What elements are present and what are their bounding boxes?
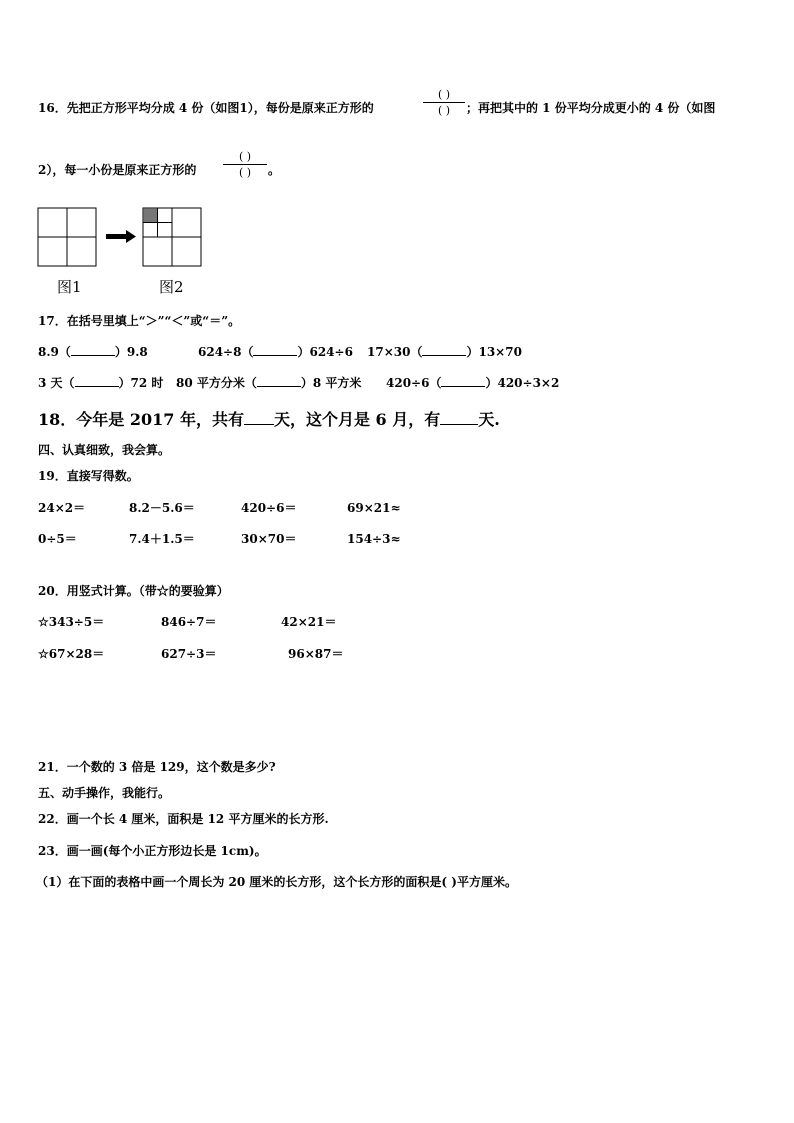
q20-item: 846÷7＝ [161,615,217,629]
fraction-denominator[interactable]: ( ) [238,166,252,179]
q20-item: 96×87＝ [288,647,344,661]
q19-item: 7.4＋1.5＝ [129,532,195,546]
q16-text-a: 16．先把正方形平均分成 4 份（如图1），每份是原来正方形的 [38,101,374,115]
q20-item: ☆67×28＝ [38,647,105,661]
answer-blank[interactable] [253,343,297,356]
fraction-bar [223,164,267,165]
figure-1-label: 图1 [57,278,82,296]
q16-text-b: ；再把其中的 1 份平均分成更小的 4 份（如图 [466,101,716,115]
q19-item: 30×70＝ [241,532,297,546]
q19-item: 0÷5＝ [38,532,77,546]
q17-title: 17．在括号里填上“＞”“＜”或“＝”。 [38,314,241,328]
q16-fraction-2 [223,150,267,179]
q16-line2-end [268,162,280,178]
answer-blank[interactable] [75,374,119,387]
q17-item: 8.9（ ）9.8 [38,345,148,359]
q19-item: 24×2＝ [38,501,86,515]
q16-figures [36,206,206,270]
q18-line: 18．今年是 2017 年，共有 天，这个月是 6 月，有 天. [38,410,500,429]
answer-blank[interactable] [71,343,115,356]
q20-item: 42×21＝ [281,615,337,629]
q16-fraction-1 [423,88,465,117]
figure-1-square [38,208,96,266]
q19-title: 19．直接写得数。 [38,469,139,483]
q16-text-c: 2），每一小份是原来正方形的 [38,163,197,177]
figure-2-label: 图2 [159,278,184,296]
q19-item: 154÷3≈ [347,532,401,546]
q23-text: 23．画一画(每个小正方形边长是 1cm)。 [38,844,267,858]
q23-sub1-text: （1）在下面的表格中画一个周长为 20 厘米的长方形，这个长方形的面积是( )平方厘米。 [36,875,517,889]
arrow-icon [106,230,136,243]
q19-item: 420÷6＝ [241,501,297,515]
q20-item: ☆343÷5＝ [38,615,105,629]
q21-text: 21．一个数的 3 倍是 129，这个数是多少? [38,760,276,774]
q16-line1 [38,100,374,116]
q20-item: 627÷3＝ [161,647,217,661]
q17-item: 420÷6（ ）420÷3×2 [386,376,560,390]
answer-blank[interactable] [441,374,485,387]
q17-item: 3 天（ ）72 时 [38,376,164,390]
q22-text: 22．画一个长 4 厘米，面积是 12 平方厘米的长方形. [38,812,329,826]
answer-blank[interactable] [422,343,466,356]
q17-item: 624÷8（ ）624÷6 [198,345,353,359]
answer-blank[interactable] [244,410,274,425]
q16-line1-cont [466,100,715,116]
figure-2-square [143,208,201,266]
q20-title: 20．用竖式计算。（带☆的要验算） [38,584,229,598]
answer-blank[interactable] [257,374,301,387]
q17-item: 17×30（ ）13×70 [367,345,522,359]
section-5-title: 五、动手操作，我能行。 [38,786,171,800]
fraction-numerator[interactable]: ( ) [238,150,252,163]
fraction-numerator[interactable]: ( ) [437,88,451,101]
q17-item: 80 平方分米（ ）8 平方米 [176,376,362,390]
q16-text-d: 。 [268,163,281,177]
fraction-bar [423,102,465,103]
fraction-denominator[interactable]: ( ) [437,104,451,117]
answer-blank[interactable] [440,410,478,425]
section-4-title: 四、认真细致，我会算。 [38,443,171,457]
q16-line2 [38,162,196,178]
q19-item: 8.2－5.6＝ [129,501,195,515]
q19-item: 69×21≈ [347,501,401,515]
